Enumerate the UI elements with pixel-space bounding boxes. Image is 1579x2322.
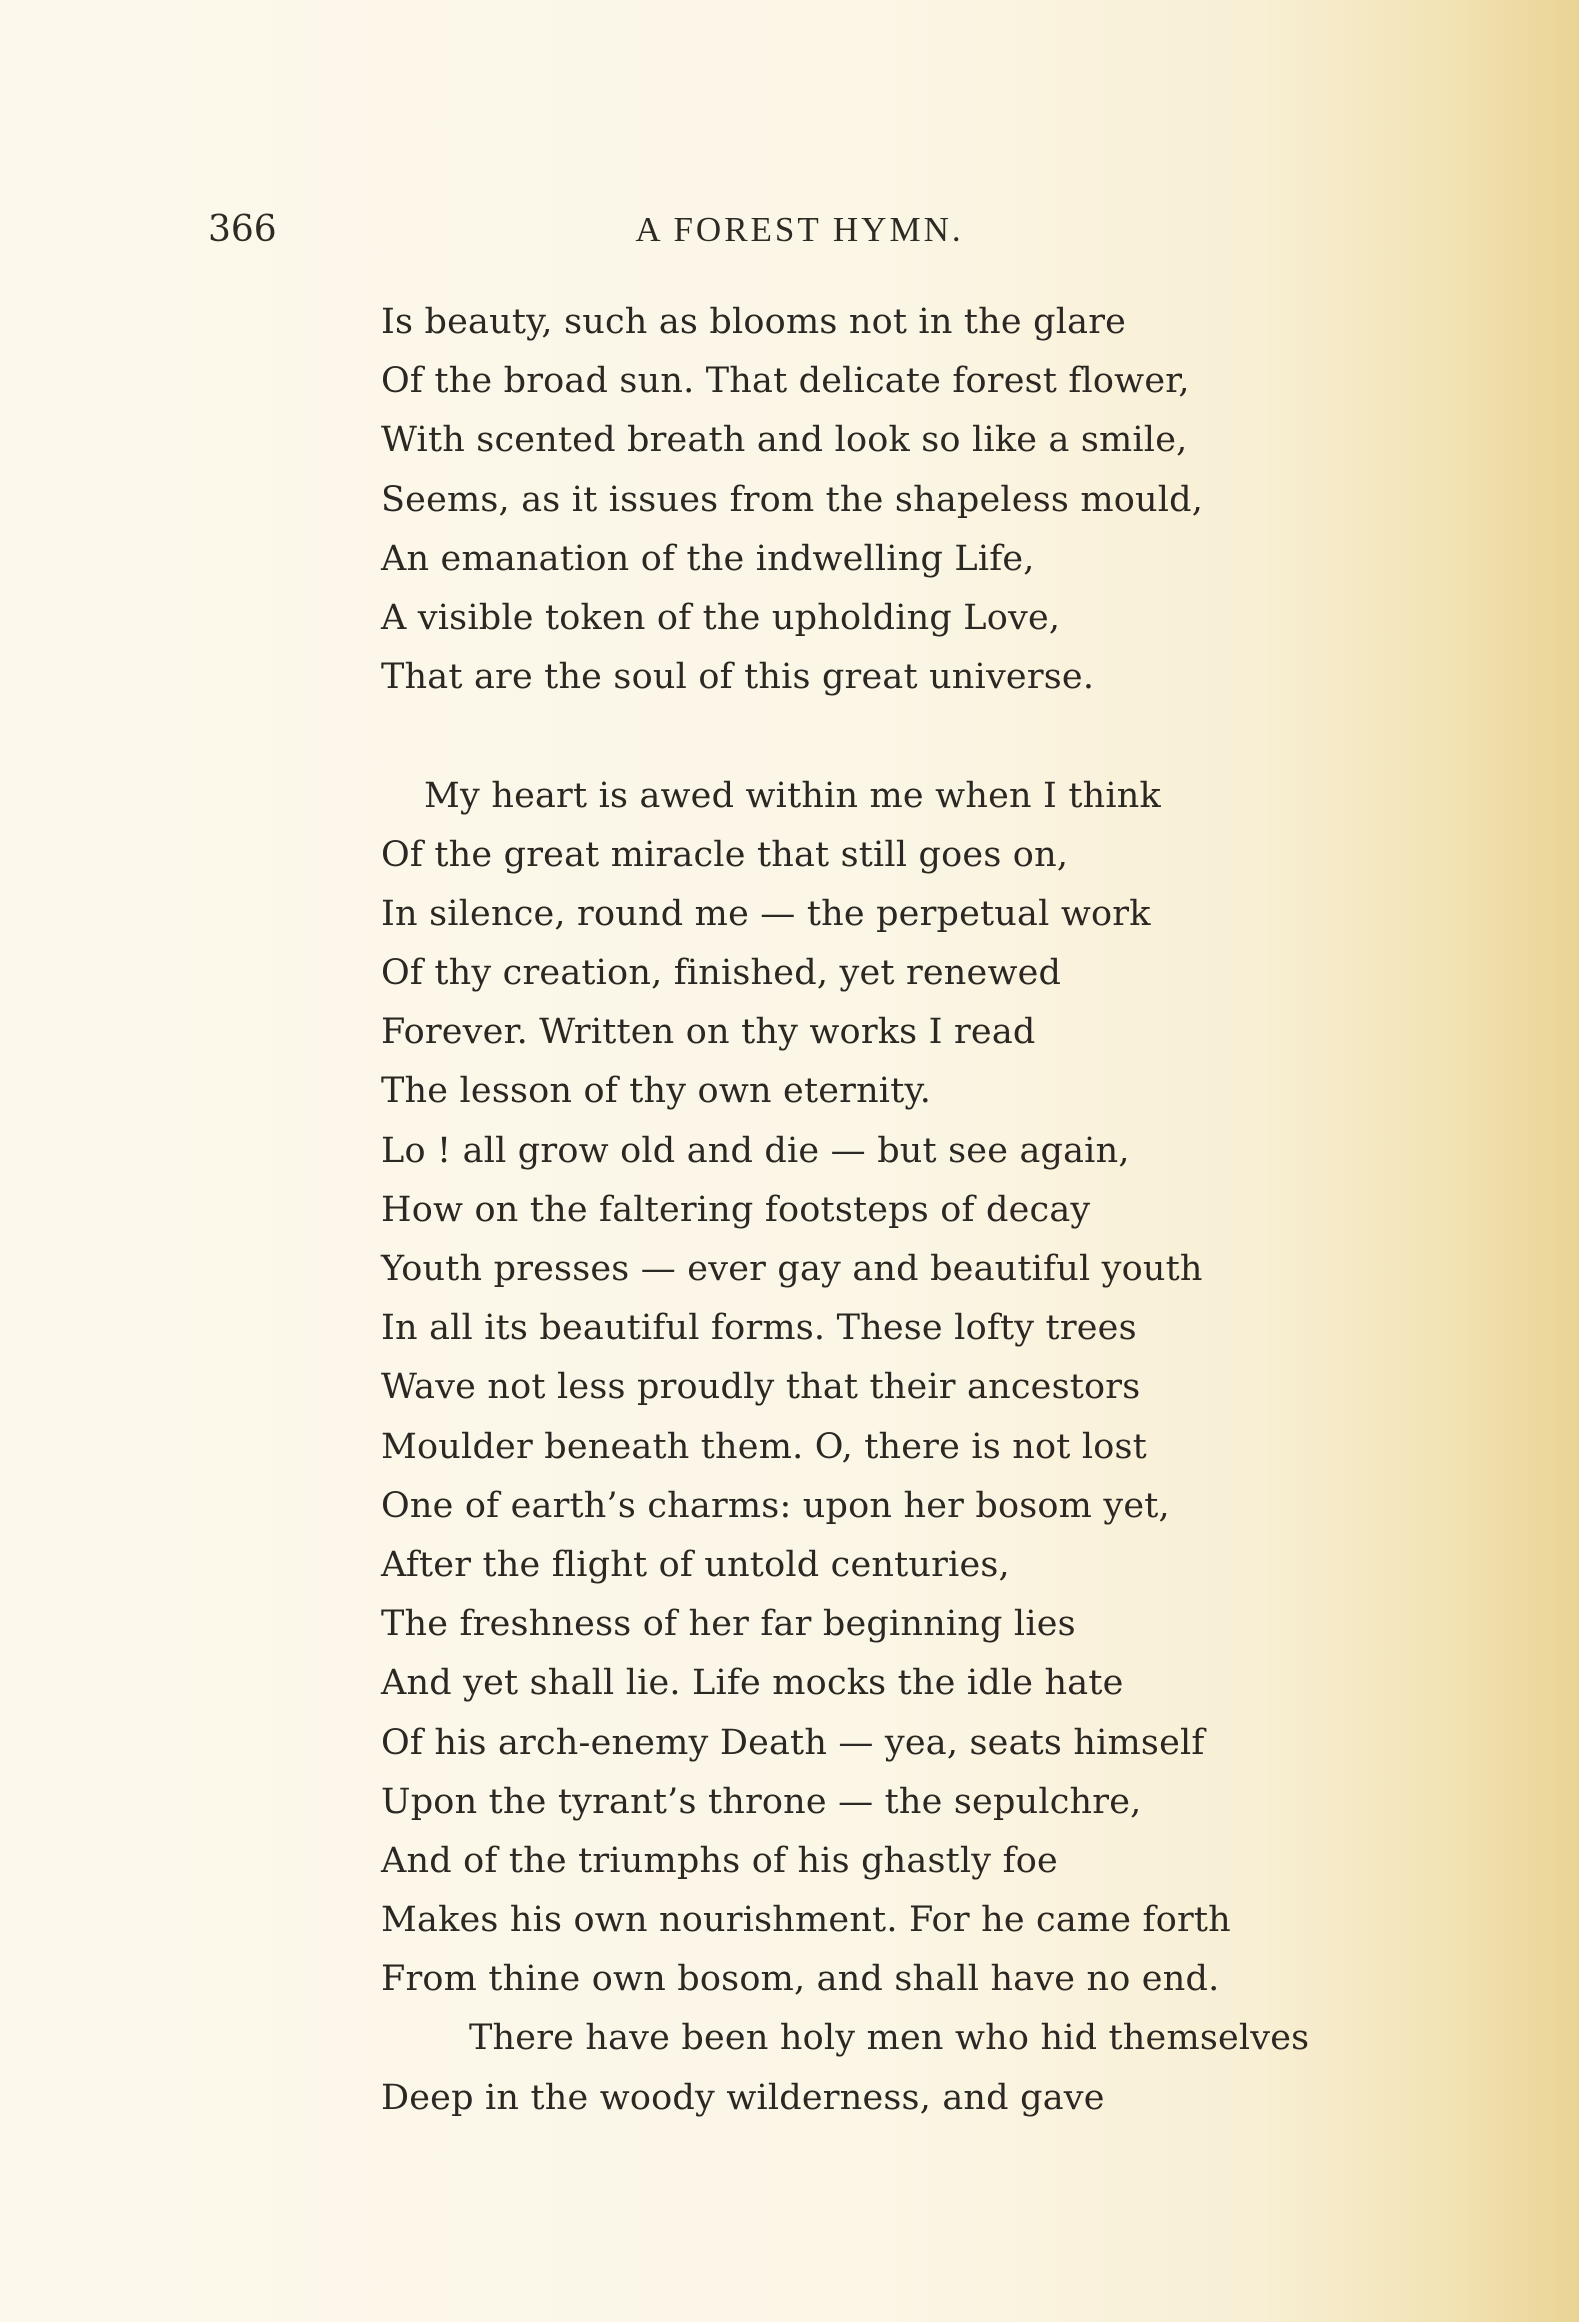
poem-line: Of the great miracle that still goes on, — [381, 834, 1069, 875]
poem-text — [381, 293, 1309, 2128]
poem-line: After the flight of untold centuries, — [381, 1544, 1010, 1585]
poem-line: Lo ! all grow old and die — but see again, — [381, 1130, 1130, 1171]
poem-line: And of the triumphs of his ghastly foe — [381, 1840, 1058, 1881]
poem-line: Wave not less proudly that their ancestors — [381, 1367, 1141, 1408]
poem-line: From thine own bosom, and shall have no end. — [381, 1959, 1220, 2000]
poem-line: Is beauty, such as blooms not in the glare — [381, 302, 1127, 342]
running-title: A FOREST HYMN. — [635, 210, 964, 249]
poem-line: Seems, as it issues from the shapeless mould, — [381, 479, 1204, 520]
poem-line: In all its beautiful forms. These lofty trees — [381, 1308, 1137, 1349]
poem-line: Of the broad sun. That delicate forest flower, — [381, 361, 1190, 402]
poem-line: My heart is awed within me when I think — [424, 775, 1161, 816]
poem-line: Moulder beneath them. O, there is not lost — [381, 1426, 1147, 1467]
page-number: 366 — [208, 209, 277, 250]
poem-line: With scented breath and look so like a smile, — [381, 420, 1188, 461]
poem-line: There have been holy men who hid themselves — [469, 2018, 1310, 2059]
poem-line: Makes his own nourishment. For he came forth — [381, 1900, 1231, 1941]
poem-line: And yet shall lie. Life mocks the idle hate — [381, 1663, 1124, 1704]
poem-line: Of his arch-enemy Death — yea, seats himself — [381, 1722, 1205, 1763]
poem-line: A visible token of the upholding Love, — [381, 597, 1061, 638]
poem-line: Forever. Written on thy works I read — [381, 1012, 1036, 1053]
poem-line: How on the faltering footsteps of decay — [381, 1189, 1091, 1230]
poem-line: That are the soul of this great universe. — [381, 657, 1095, 698]
poem-line: Youth presses — ever gay and beautiful youth — [381, 1249, 1203, 1289]
poem-line: Of thy creation, finished, yet renewed — [381, 953, 1062, 994]
poem-line: An emanation of the indwelling Life, — [381, 538, 1035, 579]
poem-line: Upon the tyrant’s throne — the sepulchre, — [381, 1781, 1142, 1822]
poem-line: One of earth’s charms: upon her bosom yet, — [381, 1485, 1170, 1526]
poem-line: In silence, round me — the perpetual work — [381, 893, 1151, 934]
poem-line: The lesson of thy own eternity. — [381, 1071, 932, 1112]
poem-line: The freshness of her far beginning lies — [381, 1604, 1076, 1645]
poem-line: Deep in the woody wilderness, and gave — [381, 2077, 1105, 2118]
